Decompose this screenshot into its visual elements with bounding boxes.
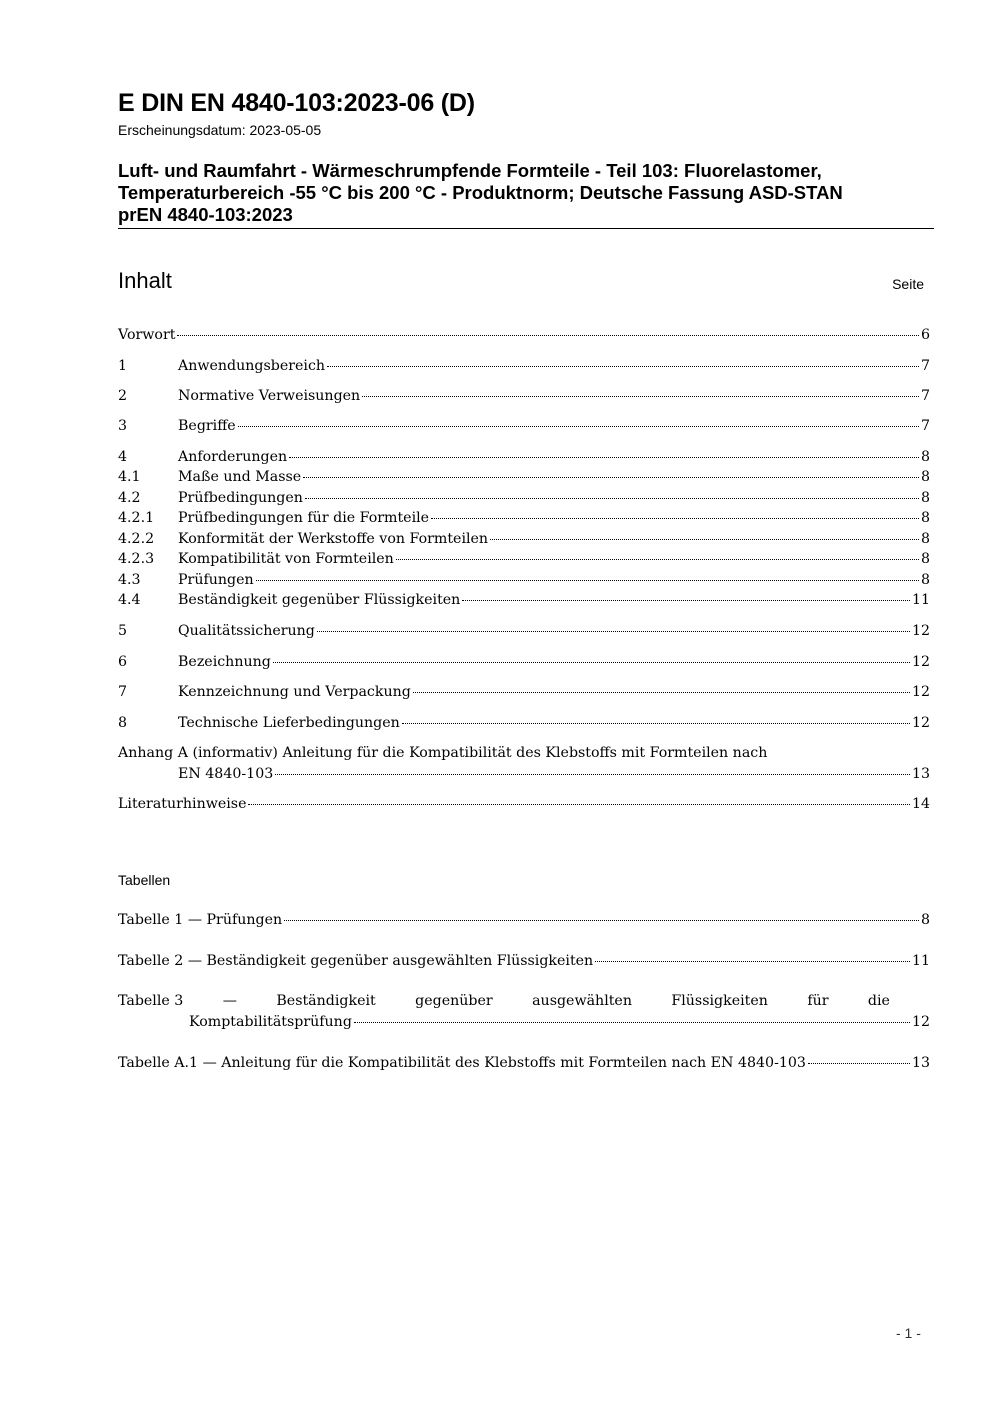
dot-leader [462, 599, 910, 601]
table-entry-1[interactable] [118, 910, 930, 930]
dot-leader [413, 691, 910, 693]
table-entry-3-cont[interactable] [189, 1012, 930, 1032]
table-3-word: — [222, 993, 237, 1009]
toc-entry-label: Prüfbedingungen [178, 490, 303, 506]
table-3-word: Tabelle 3 [118, 993, 184, 1009]
toc-entry-vorwort[interactable] [118, 325, 930, 345]
toc-entry-4[interactable] [118, 447, 930, 467]
toc-entry-6[interactable] [118, 652, 930, 672]
table-3-word: die [867, 993, 890, 1009]
dot-leader [273, 661, 910, 663]
document-id: E DIN EN 4840-103:2023-06 (D) [118, 89, 475, 117]
dot-leader [490, 538, 919, 540]
toc-entry-number: 4.2.2 [118, 531, 155, 547]
toc-entry-label: Literaturhinweise [118, 796, 247, 812]
title-line-3: prEN 4840-103:2023 [118, 204, 293, 225]
toc-entry-page: 8 [920, 531, 930, 547]
toc-entry-page: 7 [920, 358, 930, 374]
dot-leader [317, 630, 910, 632]
table-3-word: gegenüber [415, 993, 493, 1009]
toc-entry-label: Prüfbedingungen für die Formteile [178, 510, 430, 526]
toc-entry-label: Anwendungsbereich [178, 358, 326, 374]
toc-entry-4-3[interactable] [118, 570, 930, 590]
table-3-word: für [807, 993, 829, 1009]
toc-entry-1[interactable] [118, 356, 930, 376]
table-entry-page: 11 [911, 953, 930, 969]
toc-entry-number: 1 [118, 358, 128, 374]
dot-leader [402, 722, 910, 724]
dot-leader [238, 425, 919, 427]
toc-entry-number: 4.3 [118, 572, 141, 588]
toc-entry-label: Bezeichnung [178, 654, 271, 670]
toc-entry-label: Normative Verweisungen [178, 388, 361, 404]
toc-entry-label: Kennzeichnung und Verpackung [178, 684, 411, 700]
annex-line-2: EN 4840-103 [178, 766, 274, 782]
toc-entry-number: 4.4 [118, 592, 141, 608]
annex-line-1: Anhang A (informativ) Anleitung für die Kompatibilität des Klebstoffs mit Formteilen nach [118, 745, 768, 761]
toc-entry-page: 12 [911, 654, 930, 670]
toc-entry-label: Maße und Masse [178, 469, 302, 485]
table-entry-label: Tabelle 2 — Beständigkeit gegenüber ausgewählten Flüssigkeiten [118, 953, 594, 969]
table-entry-3[interactable] [118, 991, 890, 1011]
toc-entry-page: 12 [911, 715, 930, 731]
toc-entry-page: 8 [920, 490, 930, 506]
toc-entry-number: 7 [118, 684, 128, 700]
table-entry-label-line-2: Komptabilitätsprüfung [189, 1014, 352, 1030]
toc-entry-7[interactable] [118, 682, 930, 702]
table-3-word: ausgewählten [532, 993, 632, 1009]
table-3-word: Beständigkeit [276, 993, 376, 1009]
dot-leader [396, 558, 919, 560]
dot-leader [327, 365, 919, 367]
toc-entry-page: 7 [920, 418, 930, 434]
toc-entry-number: 4.2.3 [118, 551, 155, 567]
toc-entry-number: 4.2 [118, 490, 141, 506]
toc-entry-annex-a-cont[interactable] [178, 764, 930, 784]
dot-leader [595, 960, 910, 962]
dot-leader [354, 1021, 910, 1023]
toc-entry-literaturhinweise[interactable] [118, 794, 930, 814]
toc-entry-page: 12 [911, 623, 930, 639]
toc-entry-label: Kompatibilität von Formteilen [178, 551, 394, 567]
toc-entry-4-2-1[interactable] [118, 508, 930, 528]
dot-leader [431, 517, 919, 519]
dot-leader [177, 334, 919, 336]
toc-entry-label: Begriffe [178, 418, 236, 434]
tables-heading: Tabellen [118, 872, 171, 888]
publication-date: Erscheinungsdatum: 2023-05-05 [118, 122, 322, 138]
toc-entry-page: 8 [920, 510, 930, 526]
dot-leader [284, 919, 919, 921]
dot-leader [808, 1062, 910, 1064]
toc-entry-label: Anforderungen [178, 449, 288, 465]
page-column-label: Seite [892, 276, 924, 292]
toc-entry-number: 8 [118, 715, 128, 731]
toc-entry-page: 8 [920, 572, 930, 588]
toc-entry-label: Beständigkeit gegenüber Flüssigkeiten [178, 592, 461, 608]
toc-entry-label: Konformität der Werkstoffe von Formteilen [178, 531, 489, 547]
toc-heading: Inhalt [118, 268, 172, 293]
title-line-1: Luft- und Raumfahrt - Wärmeschrumpfende Formteile - Teil 103: Fluorelastomer, [118, 160, 822, 181]
toc-entry-4-2-3[interactable] [118, 549, 930, 569]
toc-entry-page: 14 [911, 796, 930, 812]
toc-entry-number: 6 [118, 654, 128, 670]
toc-entry-4-2-2[interactable] [118, 529, 930, 549]
dot-leader [256, 579, 919, 581]
toc-entry-page: 8 [920, 469, 930, 485]
toc-entry-page: 13 [911, 766, 930, 782]
table-entry-page: 8 [920, 912, 930, 928]
toc-entry-number: 2 [118, 388, 128, 404]
document-title [118, 160, 934, 226]
toc-entry-3[interactable] [118, 416, 930, 436]
table-entry-page: 12 [911, 1014, 930, 1030]
page-number: - 1 - [896, 1325, 921, 1341]
toc-entry-2[interactable] [118, 386, 930, 406]
toc-entry-page: 7 [920, 388, 930, 404]
toc-entry-label: Technische Lieferbedingungen [178, 715, 400, 731]
toc-entry-page: 8 [920, 551, 930, 567]
toc-entry-4-1[interactable] [118, 467, 930, 487]
toc-entry-8[interactable] [118, 713, 930, 733]
toc-entry-number: 4.2.1 [118, 510, 155, 526]
toc-entry-label: Qualitätssicherung [178, 623, 315, 639]
table-entry-label: Tabelle 1 — Prüfungen [118, 912, 283, 928]
toc-entry-number: 4.1 [118, 469, 141, 485]
table-entry-label: Tabelle A.1 — Anleitung für die Kompatibilität des Klebstoffs mit Formteilen nach EN 4840-103 [118, 1055, 806, 1071]
toc-entry-label: Vorwort [118, 327, 176, 343]
toc-entry-4-4[interactable] [118, 590, 930, 610]
toc-entry-number: 3 [118, 418, 128, 434]
toc-entry-page: 8 [920, 449, 930, 465]
title-line-2: Temperaturbereich -55 °C bis 200 °C - Produktnorm; Deutsche Fassung ASD-STAN [118, 182, 843, 203]
dot-leader [305, 497, 919, 499]
table-entry-a1[interactable] [118, 1053, 930, 1073]
header-rule [118, 228, 934, 229]
toc-entry-number: 4 [118, 449, 128, 465]
table-3-word: Flüssigkeiten [671, 993, 768, 1009]
toc-entry-label: Prüfungen [178, 572, 254, 588]
toc-entry-annex-a[interactable] [118, 743, 930, 763]
dot-leader [303, 476, 919, 478]
toc-entry-page: 11 [911, 592, 930, 608]
table-entry-page: 13 [911, 1055, 930, 1071]
toc-entry-number: 5 [118, 623, 128, 639]
table-entry-2[interactable] [118, 951, 930, 971]
dot-leader [275, 773, 910, 775]
toc-entry-5[interactable] [118, 621, 930, 641]
toc-entry-page: 12 [911, 684, 930, 700]
dot-leader [362, 395, 919, 397]
toc-entry-4-2[interactable] [118, 488, 930, 508]
dot-leader [289, 456, 919, 458]
dot-leader [248, 803, 909, 805]
toc-entry-page: 6 [920, 327, 930, 343]
